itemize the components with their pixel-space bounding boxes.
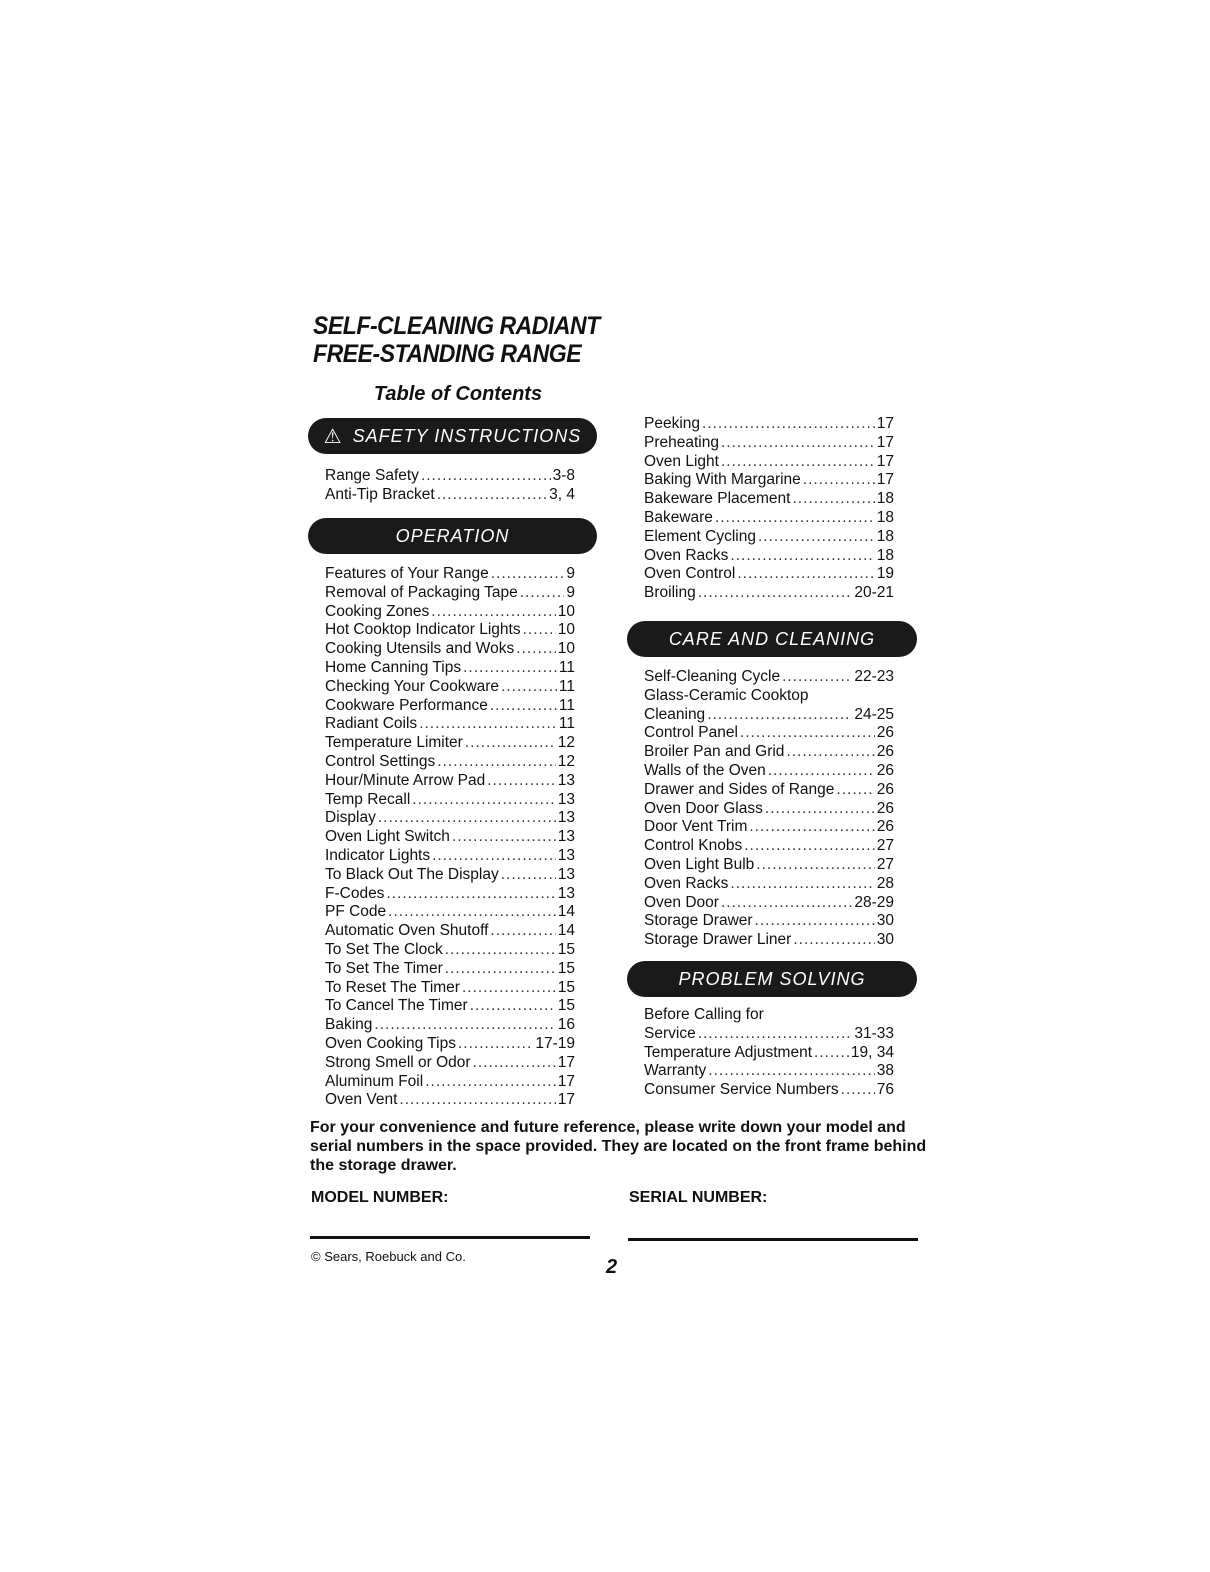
toc-entry-label: Baking With Margarine xyxy=(644,471,801,489)
toc-entry-page: 27 xyxy=(876,837,894,855)
toc-list-problem xyxy=(644,1006,894,1100)
toc-entry-label: Indicator Lights xyxy=(325,846,431,864)
dot-leader xyxy=(523,621,556,640)
toc-entry xyxy=(644,724,894,743)
toc-entry-label: Home Canning Tips xyxy=(325,658,462,676)
toc-entry xyxy=(644,687,894,725)
toc-entry-page: 11 xyxy=(558,696,575,714)
toc-entry-label: Temp Recall xyxy=(325,790,411,808)
dot-leader xyxy=(437,486,547,505)
dot-leader xyxy=(378,809,556,828)
toc-entry xyxy=(325,678,575,697)
dot-leader xyxy=(501,678,557,697)
toc-entry-label: Oven Control xyxy=(644,565,736,583)
toc-entry-page: 10 xyxy=(557,602,575,620)
toc-entry xyxy=(325,866,575,885)
reference-note: For your convenience and future reference, please write down your model and serial numbers in the space provided. They are located on the front frame behind the storage drawer. xyxy=(310,1119,927,1174)
toc-entry-page: 17 xyxy=(557,1053,575,1071)
dot-leader xyxy=(491,565,565,584)
dot-leader xyxy=(707,706,852,725)
section-header-label: OPERATION xyxy=(395,525,510,546)
toc-entry-page: 17 xyxy=(876,433,894,451)
toc-entry xyxy=(325,640,575,659)
toc-entry xyxy=(644,781,894,800)
toc-entry xyxy=(325,603,575,622)
toc-entry xyxy=(325,885,575,904)
toc-entry xyxy=(644,668,894,687)
toc-entry xyxy=(325,697,575,716)
document-title xyxy=(313,312,600,368)
toc-entry-page: 14 xyxy=(557,903,575,921)
toc-entry-page: 17 xyxy=(876,471,894,489)
dot-leader xyxy=(721,453,875,472)
dot-leader xyxy=(473,1054,556,1073)
toc-entry-label: Temperature Adjustment xyxy=(644,1043,813,1061)
toc-entry-label: Baking xyxy=(325,1016,373,1034)
toc-entry-label: Storage Drawer xyxy=(644,912,753,930)
toc-entry-label: Oven Door Glass xyxy=(644,799,763,817)
toc-entry xyxy=(325,659,575,678)
dot-leader xyxy=(841,1081,875,1100)
toc-entry-label: Preheating xyxy=(644,433,719,451)
toc-entry xyxy=(325,772,575,791)
toc-entry-page: 3, 4 xyxy=(549,485,575,503)
toc-entry-page: 15 xyxy=(557,978,575,996)
toc-entry-page: 13 xyxy=(557,846,575,864)
toc-entry xyxy=(644,434,894,453)
toc-entry-page: 13 xyxy=(557,865,575,883)
toc-entry xyxy=(325,467,575,486)
toc-entry-page: 13 xyxy=(557,790,575,808)
toc-entry-label: Before Calling for xyxy=(644,1006,764,1023)
toc-entry-label: Cooking Zones xyxy=(325,602,430,620)
toc-entry-label: Oven Door xyxy=(644,893,719,911)
dot-leader xyxy=(501,866,556,885)
toc-entry xyxy=(325,1073,575,1092)
toc-entry-page: 27 xyxy=(876,855,894,873)
dot-leader xyxy=(740,724,875,743)
toc-entry-label: Radiant Coils xyxy=(325,715,418,733)
toc-entry-page: 76 xyxy=(876,1081,894,1099)
toc-entry-page: 24-25 xyxy=(854,705,894,723)
toc-entry-page: 17-19 xyxy=(535,1034,575,1052)
toc-entry xyxy=(644,471,894,490)
toc-entry xyxy=(644,762,894,781)
toc-entry-page: 26 xyxy=(876,743,894,761)
dot-leader xyxy=(374,1016,555,1035)
toc-entry-label: Checking Your Cookware xyxy=(325,677,500,695)
toc-entry-page: 11 xyxy=(558,677,575,695)
toc-entry-label: Bakeware xyxy=(644,508,713,526)
toc-list-safety xyxy=(325,467,575,505)
toc-entry-label: Storage Drawer Liner xyxy=(644,931,792,949)
dot-leader xyxy=(756,856,874,875)
dot-leader xyxy=(431,603,555,622)
toc-entry-page: 15 xyxy=(557,940,575,958)
toc-entry xyxy=(325,1016,575,1035)
toc-entry xyxy=(644,509,894,528)
toc-entry xyxy=(325,486,575,505)
toc-entry-label: Self-Cleaning Cycle xyxy=(644,668,781,685)
dot-leader xyxy=(749,818,874,837)
toc-entry-page: 12 xyxy=(557,752,575,770)
toc-entry-label: Consumer Service Numbers xyxy=(644,1081,839,1099)
toc-entry-page: 19, 34 xyxy=(850,1043,894,1061)
toc-entry-page: 26 xyxy=(876,761,894,779)
dot-leader xyxy=(758,528,875,547)
toc-entry-page: 20-21 xyxy=(854,584,894,602)
toc-entry xyxy=(644,490,894,509)
toc-entry xyxy=(325,584,575,603)
toc-entry-label: Broiler Pan and Grid xyxy=(644,743,785,761)
toc-entry-page: 9 xyxy=(566,565,575,582)
toc-entry-label: Walls of the Oven xyxy=(644,761,766,779)
dot-leader xyxy=(698,1025,853,1044)
toc-entry xyxy=(644,1044,894,1063)
toc-entry-label: Oven Light Switch xyxy=(325,828,450,846)
toc-entry xyxy=(325,1035,575,1054)
dot-leader xyxy=(715,509,875,528)
toc-entry-page: 18 xyxy=(876,527,894,545)
toc-entry-page: 17 xyxy=(876,415,894,432)
toc-entry-label: To Black Out The Display xyxy=(325,865,499,883)
dot-leader xyxy=(458,1035,533,1054)
toc-entry xyxy=(325,847,575,866)
toc-entry-label: To Set The Clock xyxy=(325,940,443,958)
dot-leader xyxy=(465,734,556,753)
toc-entry xyxy=(644,584,894,603)
dot-leader xyxy=(768,762,875,781)
dot-leader xyxy=(462,979,556,998)
toc-entry xyxy=(644,1081,894,1100)
dot-leader xyxy=(814,1044,849,1063)
serial-number-label: SERIAL NUMBER: xyxy=(629,1189,768,1206)
section-header-label: PROBLEM SOLVING xyxy=(678,968,866,989)
dot-leader xyxy=(765,800,875,819)
toc-entry-page: 12 xyxy=(557,734,575,752)
dot-leader xyxy=(516,640,556,659)
dot-leader xyxy=(786,743,874,762)
dot-leader xyxy=(737,565,874,584)
toc-entry-page: 19 xyxy=(876,565,894,583)
dot-leader xyxy=(721,894,852,913)
toc-entry-label: To Cancel The Timer xyxy=(325,997,468,1015)
toc-list-operation-continued xyxy=(644,415,894,603)
toc-entry xyxy=(325,960,575,979)
toc-entry-label: Glass-Ceramic Cooktop xyxy=(644,686,809,704)
toc-entry xyxy=(644,894,894,913)
dot-leader xyxy=(730,875,874,894)
toc-entry-label: Warranty xyxy=(644,1062,707,1080)
toc-entry-label: Features of Your Range xyxy=(325,565,489,582)
toc-entry-label: Range Safety xyxy=(325,467,419,484)
toc-entry-label: Oven Cooking Tips xyxy=(325,1034,456,1052)
toc-entry-page: 18 xyxy=(876,490,894,508)
toc-entry xyxy=(325,941,575,960)
warning-triangle-icon: ⚠ xyxy=(323,425,343,448)
dot-leader xyxy=(437,753,555,772)
toc-list-care xyxy=(644,668,894,950)
toc-entry xyxy=(644,453,894,472)
toc-entry-label: Oven Racks xyxy=(644,546,729,564)
toc-entry-label: Drawer and Sides of Range xyxy=(644,780,835,798)
toc-entry-label: Hour/Minute Arrow Pad xyxy=(325,771,486,789)
toc-entry-page: 26 xyxy=(876,724,894,742)
section-header-safety xyxy=(308,418,597,454)
toc-entry-label: Oven Light Bulb xyxy=(644,855,755,873)
toc-entry xyxy=(644,800,894,819)
toc-entry-label: To Reset The Timer xyxy=(325,978,460,996)
toc-entry xyxy=(644,547,894,566)
toc-entry-page: 13 xyxy=(557,884,575,902)
toc-entry-page: 22-23 xyxy=(854,668,894,685)
dot-leader xyxy=(412,791,555,810)
toc-entry-page: 17 xyxy=(557,1072,575,1090)
toc-entry-page: 17 xyxy=(557,1091,575,1109)
toc-entry xyxy=(325,1054,575,1073)
toc-entry xyxy=(325,791,575,810)
toc-entry xyxy=(325,1091,575,1110)
toc-entry-page: 13 xyxy=(557,771,575,789)
dot-leader xyxy=(490,697,557,716)
toc-entry xyxy=(644,818,894,837)
toc-entry-label: Control Settings xyxy=(325,752,436,770)
toc-entry xyxy=(325,809,575,828)
dot-leader xyxy=(836,781,874,800)
dot-leader xyxy=(702,415,875,434)
dot-leader xyxy=(419,715,557,734)
toc-entry xyxy=(325,565,575,584)
toc-entry-label: Bakeware Placement xyxy=(644,490,791,508)
toc-entry-page: 10 xyxy=(557,640,575,658)
dot-leader xyxy=(470,997,556,1016)
dot-leader xyxy=(445,960,556,979)
toc-entry xyxy=(325,828,575,847)
toc-entry-label: Control Panel xyxy=(644,724,738,742)
toc-entry-label: Automatic Oven Shutoff xyxy=(325,922,489,940)
toc-entry-page: 31-33 xyxy=(854,1024,894,1042)
toc-entry-label: Aluminum Foil xyxy=(325,1072,424,1090)
toc-entry-page: 38 xyxy=(876,1062,894,1080)
toc-entry-label: Door Vent Trim xyxy=(644,818,748,836)
dot-leader xyxy=(755,912,875,931)
toc-entry xyxy=(325,621,575,640)
toc-entry-label: Strong Smell or Odor xyxy=(325,1053,471,1071)
toc-entry-page: 9 xyxy=(566,583,575,601)
toc-entry-label: PF Code xyxy=(325,903,387,921)
toc-entry-page: 30 xyxy=(876,912,894,930)
toc-entry-page: 15 xyxy=(557,997,575,1015)
toc-entry-label: Display xyxy=(325,809,376,827)
toc-entry-page: 15 xyxy=(557,959,575,977)
toc-entry-page: 3-8 xyxy=(552,467,575,484)
toc-entry-page: 26 xyxy=(876,799,894,817)
toc-entry-label: Oven Vent xyxy=(325,1091,398,1109)
toc-entry-page: 28-29 xyxy=(854,893,894,911)
toc-entry xyxy=(325,997,575,1016)
toc-entry-label: Control Knobs xyxy=(644,837,743,855)
toc-entry-page: 26 xyxy=(876,780,894,798)
toc-entry-label-continued: Cleaning xyxy=(644,705,706,723)
toc-entry-label: Anti-Tip Bracket xyxy=(325,485,435,503)
section-header-problem xyxy=(627,961,917,997)
toc-entry-page: 11 xyxy=(558,715,575,733)
toc-entry-page: 26 xyxy=(876,818,894,836)
section-header-care xyxy=(627,621,917,657)
toc-entry-label: Oven Racks xyxy=(644,874,729,892)
serial-number-line[interactable] xyxy=(628,1238,918,1241)
dot-leader xyxy=(744,837,875,856)
toc-entry xyxy=(644,837,894,856)
toc-entry-page: 18 xyxy=(876,508,894,526)
page-number: 2 xyxy=(606,1256,618,1278)
toc-entry-label: Temperature Limiter xyxy=(325,734,463,752)
dot-leader xyxy=(782,668,852,687)
dot-leader xyxy=(708,1062,874,1081)
toc-entry-label: Cooking Utensils and Woks xyxy=(325,640,515,658)
toc-entry-label: Element Cycling xyxy=(644,527,756,545)
toc-entry-page: 30 xyxy=(876,931,894,949)
toc-entry-label: To Set The Timer xyxy=(325,959,443,977)
section-header-label: CARE AND CLEANING xyxy=(668,628,876,649)
section-header-label: SAFETY INSTRUCTIONS xyxy=(352,425,582,446)
toc-entry-page: 13 xyxy=(557,828,575,846)
toc-entry xyxy=(644,565,894,584)
toc-entry-page: 10 xyxy=(557,621,575,639)
toc-entry xyxy=(325,753,575,772)
toc-entry xyxy=(325,903,575,922)
dot-leader xyxy=(425,1073,556,1092)
toc-entry xyxy=(644,856,894,875)
dot-leader xyxy=(445,941,556,960)
toc-entry xyxy=(644,415,894,434)
toc-entry xyxy=(644,1006,894,1044)
title-line-2: FREE-STANDING RANGE xyxy=(313,340,582,368)
toc-entry xyxy=(644,912,894,931)
dot-leader xyxy=(487,772,556,791)
toc-entry-label: Broiling xyxy=(644,584,696,602)
toc-entry xyxy=(325,715,575,734)
toc-entry xyxy=(325,979,575,998)
toc-entry-label: Oven Light xyxy=(644,452,719,470)
toc-entry xyxy=(644,528,894,547)
title-line-1: SELF-CLEANING RADIANT xyxy=(313,312,600,340)
toc-entry-label: Peeking xyxy=(644,415,701,432)
dot-leader xyxy=(698,584,853,603)
dot-leader xyxy=(490,922,555,941)
dot-leader xyxy=(721,434,875,453)
toc-entry-page: 17 xyxy=(876,452,894,470)
toc-entry-page: 28 xyxy=(876,874,894,892)
toc-entry-label: Hot Cooktop Indicator Lights xyxy=(325,621,521,639)
dot-leader xyxy=(421,467,551,486)
toc-entry-page: 18 xyxy=(876,546,894,564)
toc-list-operation xyxy=(325,565,575,1110)
section-header-operation xyxy=(308,518,597,554)
toc-entry-label-continued: Service xyxy=(644,1024,696,1042)
dot-leader xyxy=(520,584,565,603)
dot-leader xyxy=(386,885,555,904)
toc-entry-page: 14 xyxy=(557,922,575,940)
toc-entry xyxy=(644,1062,894,1081)
dot-leader xyxy=(388,903,556,922)
toc-entry-page: 13 xyxy=(557,809,575,827)
dot-leader xyxy=(452,828,556,847)
toc-entry-label: Cookware Performance xyxy=(325,696,488,714)
dot-leader xyxy=(730,547,874,566)
toc-entry-label: Removal of Packaging Tape xyxy=(325,583,518,601)
dot-leader xyxy=(803,471,875,490)
model-number-label: MODEL NUMBER: xyxy=(311,1189,449,1206)
toc-entry-page: 16 xyxy=(557,1016,575,1034)
toc-entry xyxy=(325,922,575,941)
toc-entry xyxy=(644,875,894,894)
dot-leader xyxy=(399,1091,555,1110)
toc-heading: Table of Contents xyxy=(373,383,543,405)
dot-leader xyxy=(793,931,874,950)
dot-leader xyxy=(463,659,557,678)
dot-leader xyxy=(432,847,556,866)
toc-entry xyxy=(325,734,575,753)
dot-leader xyxy=(792,490,874,509)
toc-entry xyxy=(644,743,894,762)
model-number-line[interactable] xyxy=(310,1236,590,1239)
toc-entry-page: 11 xyxy=(558,658,575,676)
toc-entry xyxy=(644,931,894,950)
toc-entry-label: F-Codes xyxy=(325,884,385,902)
copyright: © Sears, Roebuck and Co. xyxy=(311,1249,466,1264)
